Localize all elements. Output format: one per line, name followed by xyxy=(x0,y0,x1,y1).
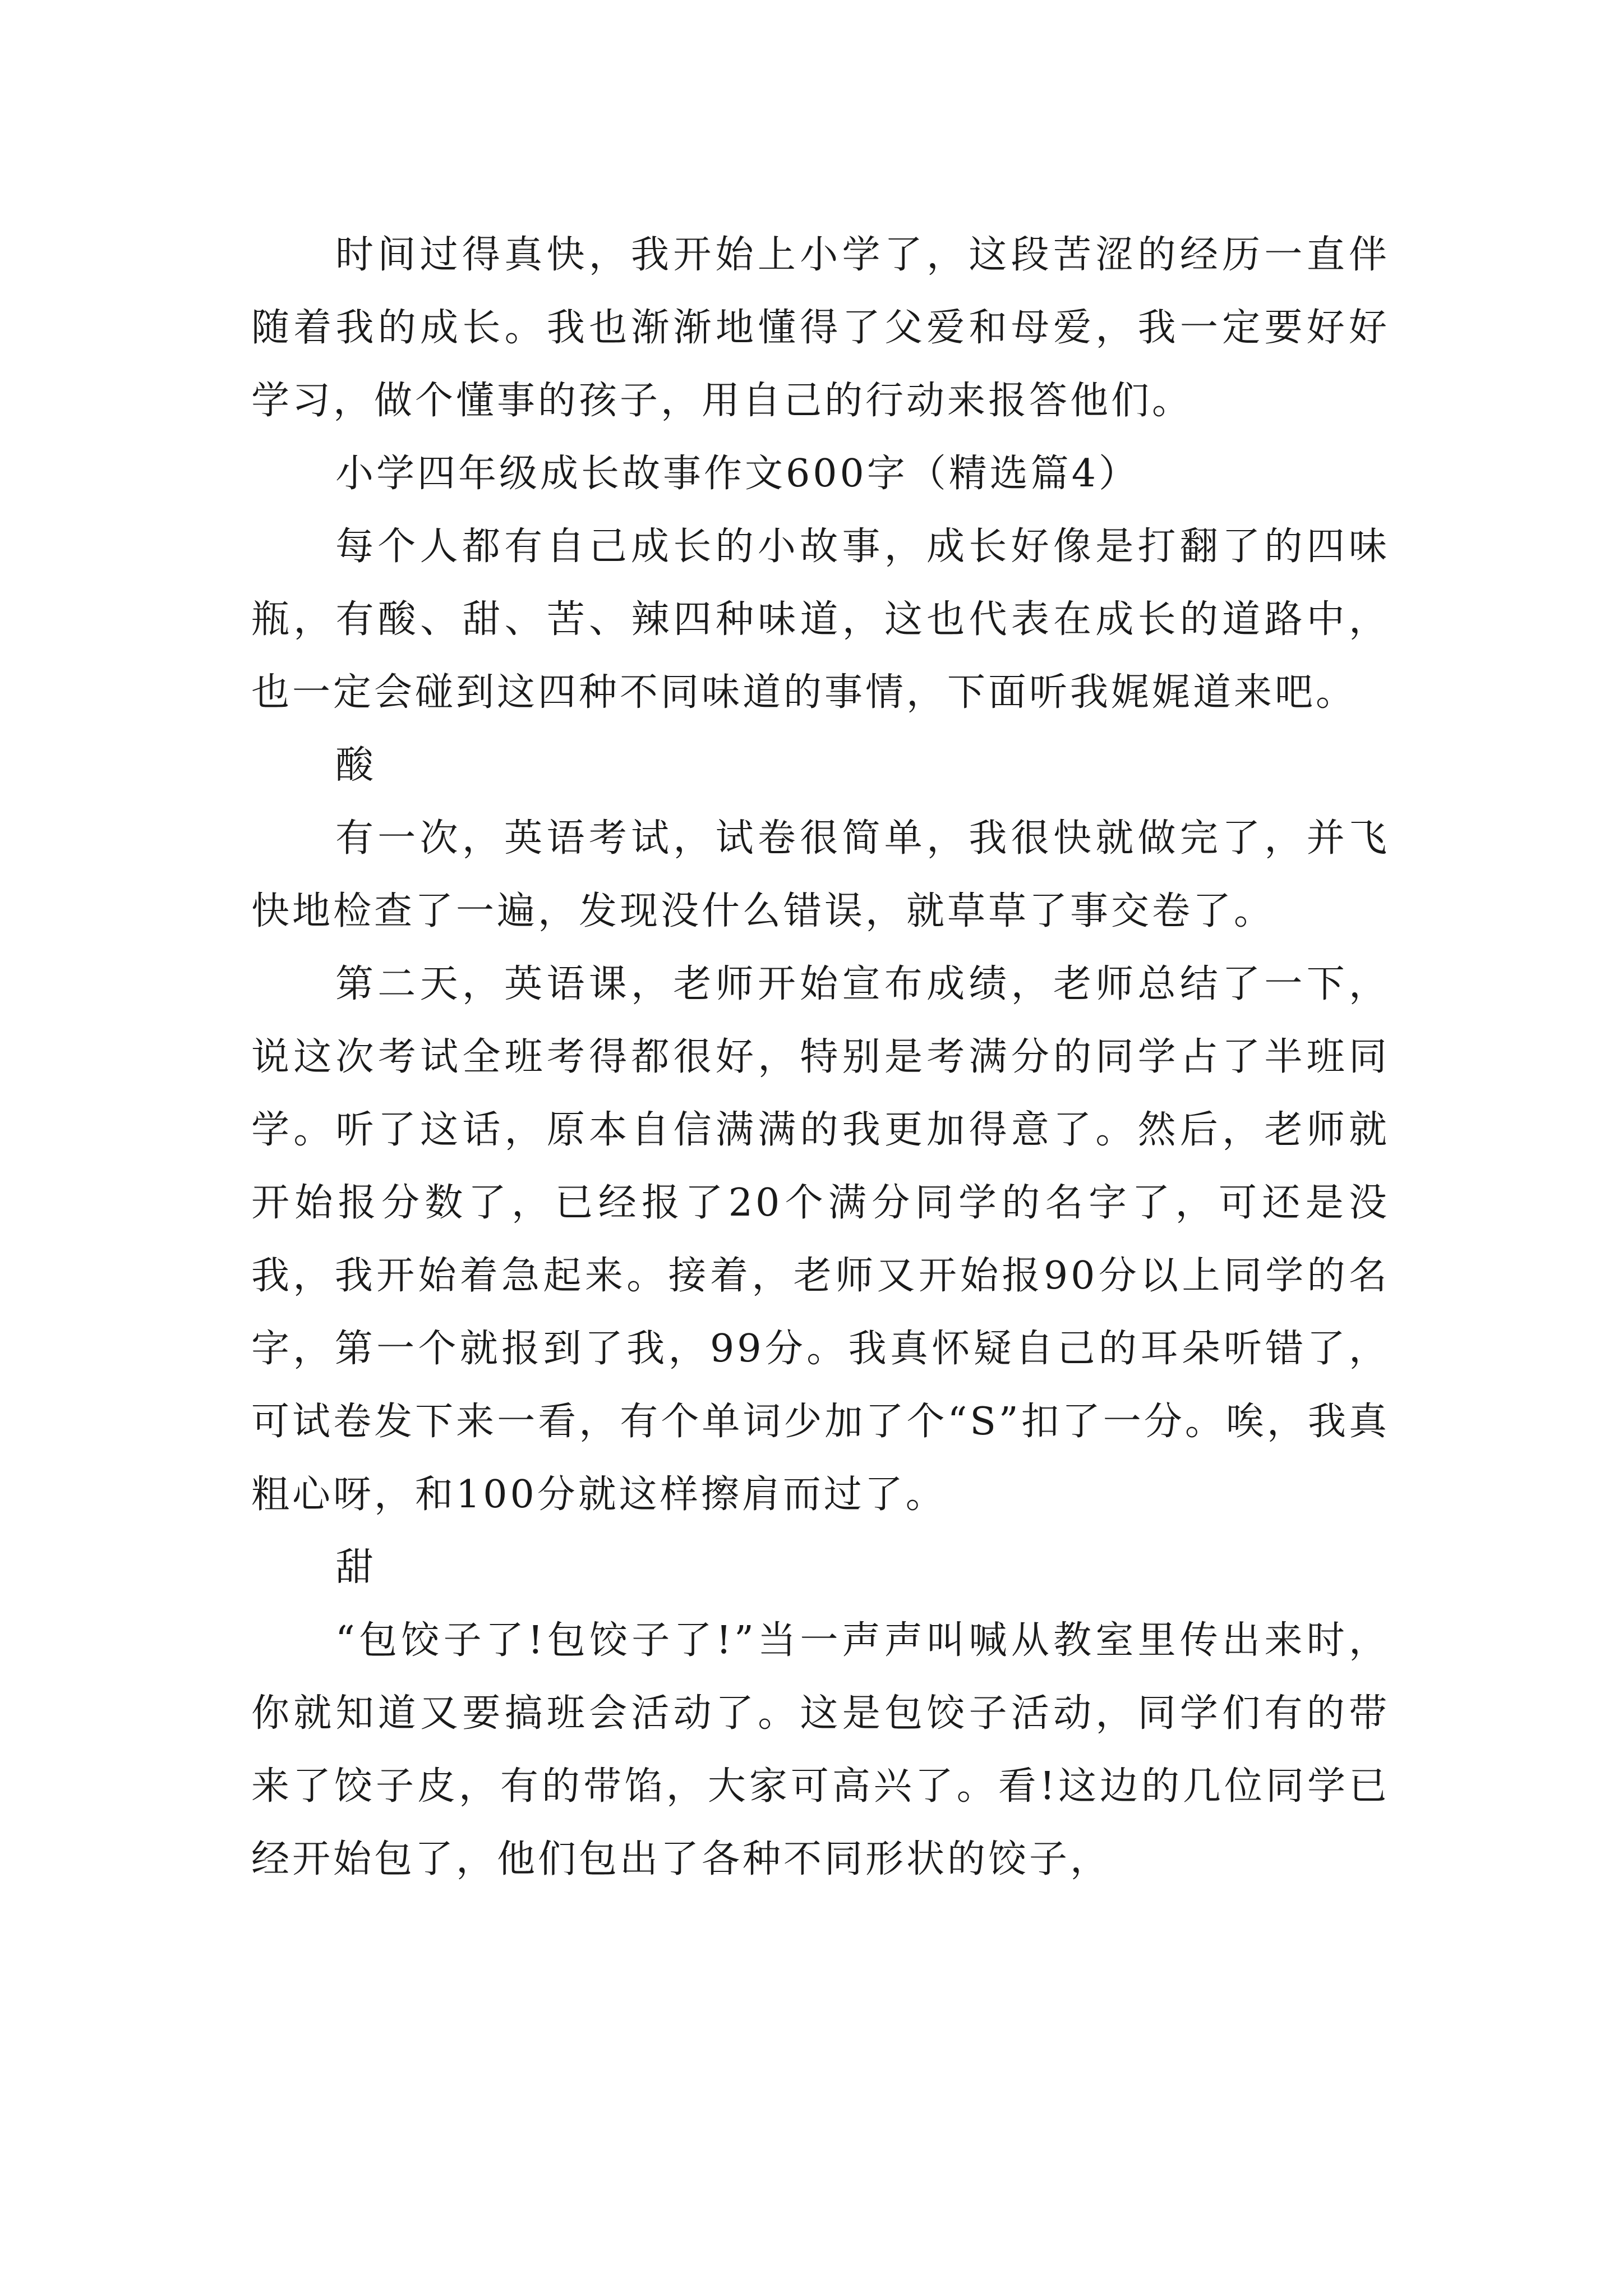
paragraph-sour-2: 第二天，英语课，老师开始宣布成绩，老师总结了一下，说这次考试全班考得都很好，特别是考满分的同学占了半班同学。听了这话，原本自信满满的我更加得意了。然后，老师就开始报分数了，已经报了20个满分同学的名字了，可还是没我，我开始着急起来。接着，老师又开始报90分以上同学的名字，第一个就报到了我，99分。我真怀疑自己的耳朵听错了，可试卷发下来一看，有个单词少加了个“S”扣了一分。唉，我真粗心呀，和100分就这样擦肩而过了。 xyxy=(251,962,1390,1517)
subheading-sweet: 甜 xyxy=(335,1545,377,1590)
body-text xyxy=(251,219,1390,1896)
paragraph-sour-1: 有一次，英语考试，试卷很简单，我很快就做完了，并飞快地检查了一遍，发现没什么错误，就草草了事交卷了。 xyxy=(251,816,1390,933)
paragraph-sweet-1: “包饺子了!包饺子了!”当一声声叫喊从教室里传出来时，你就知道又要搞班会活动了。这是包饺子活动，同学们有的带来了饺子皮，有的带馅，大家可高兴了。看!这边的几位同学已经开始包了，他们包出了各种不同形状的饺子， xyxy=(251,1618,1390,1881)
paragraph-intro: 每个人都有自己成长的小故事，成长好像是打翻了的四味瓶，有酸、甜、苦、辣四种味道，这也代表在成长的道路中，也一定会碰到这四种不同味道的事情，下面听我娓娓道来吧。 xyxy=(251,524,1390,715)
subheading-sour: 酸 xyxy=(335,743,377,788)
section-heading: 小学四年级成长故事作文600字（精选篇4） xyxy=(335,452,1140,496)
paragraph-1: 时间过得真快，我开始上小学了，这段苦涩的经历一直伴随着我的成长。我也渐渐地懂得了父爱和母爱，我一定要好好学习，做个懂事的孩子，用自己的行动来报答他们。 xyxy=(251,233,1390,423)
